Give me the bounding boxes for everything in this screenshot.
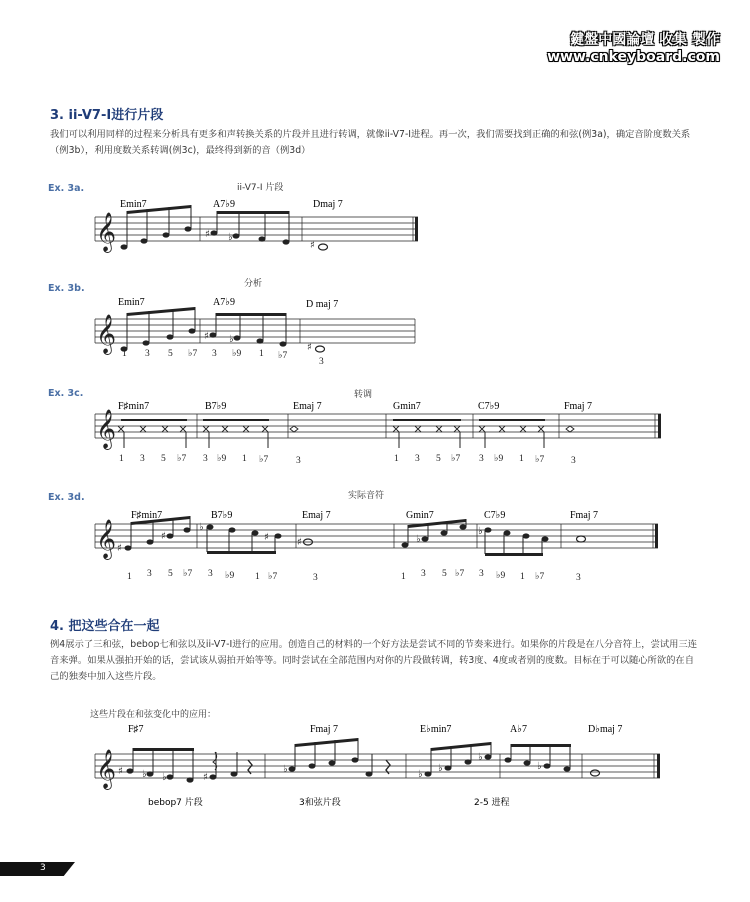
- svg-text:♭: ♭: [162, 772, 167, 783]
- svg-text:♭: ♭: [438, 763, 443, 774]
- degree-ex3d-18: 3: [576, 573, 581, 583]
- chord-ex4-1: F♯7: [128, 724, 144, 735]
- degree-ex3c-10: 1: [394, 454, 399, 464]
- ex3a-label: Ex. 3a.: [48, 183, 85, 194]
- ex3b-staff: [0, 292, 750, 372]
- degree-ex3c-11: 3: [415, 454, 420, 464]
- degree-ex3c-4: ♭7: [177, 454, 187, 464]
- degree-ex3d-1: 1: [127, 572, 132, 582]
- chord-ex3c-3: Emaj 7: [293, 401, 322, 412]
- section4-example-caption: 这些片段在和弦变化中的应用：: [90, 710, 217, 720]
- degree-ex3d-13: 5: [442, 569, 447, 579]
- svg-text:𝄞: 𝄞: [96, 409, 117, 449]
- chord-ex3c-4: Gmin7: [393, 401, 421, 412]
- ex3d-subtitle: 实际音符: [348, 491, 385, 501]
- ex3b-label: Ex. 3b.: [48, 283, 85, 294]
- svg-text:♭: ♭: [199, 522, 204, 533]
- degree-ex3d-11: 3: [421, 569, 426, 579]
- page-number-tab: [0, 862, 75, 876]
- chord-ex3b-3: D maj 7: [306, 299, 339, 310]
- svg-text:♯: ♯: [307, 342, 312, 353]
- ex4-staff: [0, 718, 750, 818]
- chord-ex3d-5: C7♭9: [484, 510, 506, 521]
- ex3c-subtitle: 转调: [354, 390, 373, 400]
- svg-text:♭: ♭: [142, 769, 147, 780]
- degree-ex3d-10: 1: [401, 572, 406, 582]
- chord-ex4-5: D♭maj 7: [588, 724, 623, 735]
- ex3a-subtitle: ii-V7-I 片段: [237, 183, 284, 193]
- degree-ex3d-5: 3: [208, 569, 213, 579]
- degree-ex3b-5: 3: [212, 349, 217, 359]
- chord-ex3c-6: Fmaj 7: [564, 401, 593, 412]
- degree-ex3d-15: ♭9: [496, 571, 506, 581]
- watermark-line2: www.cnkeyboard.com: [547, 49, 720, 65]
- degree-ex3b-7: 1: [259, 349, 264, 359]
- degree-ex3b-8: ♭7: [278, 351, 288, 361]
- chord-ex3a-1: Emin7: [120, 199, 147, 210]
- degree-ex3c-13: ♭7: [451, 454, 461, 464]
- degree-ex3d-6: ♭9: [225, 571, 235, 581]
- degree-ex3c-14: 3: [479, 454, 484, 464]
- degree-ex3d-3: 5: [168, 569, 173, 579]
- page-number: 3: [40, 863, 46, 873]
- degree-ex3d-7: 1: [255, 572, 260, 582]
- caption-bebop: bebop7 片段: [148, 798, 203, 808]
- degree-ex3c-8: ♭7: [259, 455, 269, 465]
- chord-ex3d-1: F♯min7: [131, 510, 163, 521]
- degree-ex3d-14: 3: [479, 569, 484, 579]
- svg-text:♯: ♯: [205, 229, 210, 240]
- chord-ex3d-3: Emaj 7: [302, 510, 331, 521]
- svg-text:♯: ♯: [203, 772, 208, 783]
- degree-ex3d-4: ♭7: [183, 569, 193, 579]
- svg-text:♭: ♭: [418, 769, 423, 780]
- degree-ex3c-9: 3: [296, 456, 301, 466]
- svg-text:𝄞: 𝄞: [96, 314, 117, 354]
- section3-text: 我们可以利用同样的过程来分析具有更多和声转换关系的片段并且进行转调，就像ii-V7-I进程。再一次，我们需要找到正确的和弦(例3a)，确定音阶度数关系（例3b），利用度数关系转调(例3c)，最终得到新的音（例3d）: [50, 129, 691, 156]
- chord-ex3a-2: A7♭9: [213, 199, 235, 210]
- degree-ex3b-6: ♭9: [232, 349, 242, 359]
- svg-text:♯: ♯: [264, 532, 269, 543]
- degree-ex3c-16: 1: [519, 454, 524, 464]
- watermark-line1: 鍵盤中國論壇 收集 製作: [570, 32, 720, 48]
- caption-triad: 3和弦片段: [299, 798, 341, 808]
- chord-ex3c-5: C7♭9: [478, 401, 500, 412]
- degree-ex3c-6: ♭9: [217, 454, 227, 464]
- chord-ex3b-2: A7♭9: [213, 297, 235, 308]
- degree-ex3c-5: 3: [203, 454, 208, 464]
- degree-ex3b-2: 3: [145, 349, 150, 359]
- svg-text:𝄞: 𝄞: [96, 749, 117, 789]
- chord-ex4-3: E♭min7: [420, 724, 452, 735]
- chord-ex4-2: Fmaj 7: [310, 724, 339, 735]
- degree-ex3d-9: 3: [313, 573, 318, 583]
- degree-ex3b-4: ♭7: [188, 349, 198, 359]
- ex3a-staff: [0, 195, 750, 270]
- ex3c-label: Ex. 3c.: [48, 388, 84, 399]
- chord-ex3c-1: F♯min7: [118, 401, 150, 412]
- degree-ex3b-9: 3: [319, 357, 324, 367]
- svg-text:♯: ♯: [310, 240, 315, 251]
- section4-title: 4. 把这些合在一起: [50, 619, 160, 634]
- degree-ex3c-7: 1: [242, 454, 247, 464]
- section3-title: 3. ii-V7-I进行片段: [50, 108, 164, 123]
- degree-ex3c-3: 5: [161, 454, 166, 464]
- chord-ex4-4: A♭7: [510, 724, 527, 735]
- svg-text:♯: ♯: [117, 543, 122, 554]
- svg-text:♭: ♭: [283, 764, 288, 775]
- ex3d-label: Ex. 3d.: [48, 492, 85, 503]
- degree-ex3d-8: ♭7: [268, 572, 278, 582]
- svg-text:♭: ♭: [416, 534, 421, 545]
- chord-ex3d-4: Gmin7: [406, 510, 434, 521]
- svg-text:♯: ♯: [118, 766, 123, 777]
- svg-text:♭: ♭: [229, 334, 234, 345]
- svg-text:𝄞: 𝄞: [96, 519, 117, 559]
- degree-ex3d-12: ♭7: [455, 569, 465, 579]
- svg-text:𝄞: 𝄞: [96, 212, 117, 252]
- svg-text:♭: ♭: [537, 761, 542, 772]
- degree-ex3b-3: 5: [168, 349, 173, 359]
- svg-text:♭: ♭: [478, 526, 483, 537]
- caption-two-five: 2-5 进程: [474, 798, 510, 808]
- svg-text:♭: ♭: [228, 232, 233, 243]
- chord-ex3b-1: Emin7: [118, 297, 145, 308]
- svg-text:♭: ♭: [478, 752, 483, 763]
- degree-ex3d-16: 1: [520, 572, 525, 582]
- section4-text: 例4展示了三和弦，bebop七和弦以及ii-V7-I进行的应用。创造自己的材料的一个好方法是尝试不同的节奏来进行。如果你的片段是在八分音符上，尝试用三连音来弹。如果从强拍开始的话，尝试该从弱拍开始等等。同时尝试在全部范围内对你的片段做转调，转3度、4度或者别的度数。目标在于可以随心所欲的在自己的独奏中加入这些片段。: [50, 639, 698, 682]
- svg-text:♯: ♯: [161, 531, 166, 542]
- degree-ex3c-15: ♭9: [494, 454, 504, 464]
- watermark: [547, 32, 720, 66]
- chord-ex3c-2: B7♭9: [205, 401, 227, 412]
- svg-text:♯: ♯: [204, 331, 209, 342]
- ex3b-subtitle: 分析: [244, 279, 263, 289]
- degree-ex3c-17: ♭7: [535, 455, 545, 465]
- degree-ex3b-1: 1: [122, 349, 127, 359]
- ex3d-staff: [0, 500, 750, 585]
- chord-ex3d-6: Fmaj 7: [570, 510, 599, 521]
- degree-ex3c-1: 1: [119, 454, 124, 464]
- svg-text:♯: ♯: [297, 537, 302, 548]
- degree-ex3c-18: 3: [571, 456, 576, 466]
- ex3c-staff: [0, 398, 750, 468]
- degree-ex3c-2: 3: [140, 454, 145, 464]
- chord-ex3d-2: B7♭9: [211, 510, 233, 521]
- degree-ex3d-17: ♭7: [535, 572, 545, 582]
- degree-ex3c-12: 5: [436, 454, 441, 464]
- degree-ex3d-2: 3: [147, 569, 152, 579]
- chord-ex3a-3: Dmaj 7: [313, 199, 343, 210]
